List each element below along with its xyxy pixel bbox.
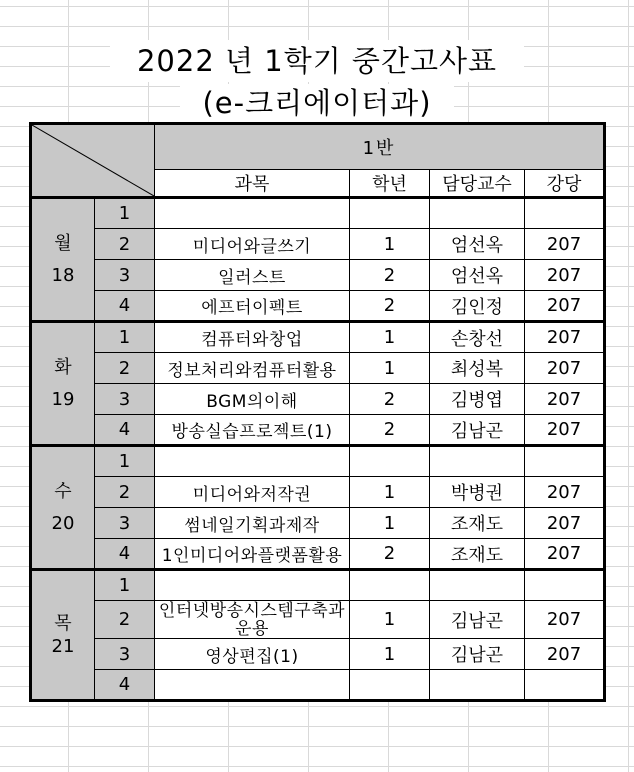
table-row — [31, 260, 605, 291]
day-date: 19 — [51, 388, 75, 410]
table-row — [31, 508, 605, 539]
room-cell: 207 — [525, 639, 605, 670]
year-cell: 1 — [350, 508, 430, 539]
header-subject: 과목 — [155, 170, 350, 198]
professor-cell — [430, 446, 525, 477]
professor-cell: 최성복 — [430, 353, 525, 384]
period-cell: 3 — [95, 508, 155, 539]
day-date: 20 — [51, 512, 75, 534]
room-cell: 207 — [525, 322, 605, 353]
period-cell: 3 — [95, 260, 155, 291]
subject-cell: 썸네일기획과제작 — [155, 508, 350, 539]
table-row — [31, 322, 605, 353]
professor-cell — [430, 670, 525, 701]
room-cell: 207 — [525, 508, 605, 539]
year-cell: 2 — [350, 384, 430, 415]
table-row — [31, 570, 605, 601]
room-cell — [525, 446, 605, 477]
table-row — [31, 415, 605, 446]
professor-cell: 김남곤 — [430, 601, 525, 639]
professor-cell: 조재도 — [430, 508, 525, 539]
subject-cell: 미디어와저작권 — [155, 477, 350, 508]
day-date: 18 — [51, 264, 75, 286]
year-cell: 2 — [350, 415, 430, 446]
professor-cell: 박병권 — [430, 477, 525, 508]
page-subtitle: (e-크리에이터과) — [180, 84, 454, 122]
year-cell: 2 — [350, 291, 430, 322]
table-row — [31, 291, 605, 322]
period-cell: 3 — [95, 639, 155, 670]
room-cell: 207 — [525, 601, 605, 639]
subject-cell: 방송실습프로젝트(1) — [155, 415, 350, 446]
diagonal-line — [32, 125, 154, 196]
room-cell — [525, 198, 605, 229]
subject-cell: 에프터이펙트 — [155, 291, 350, 322]
day-cell — [31, 322, 95, 446]
corner-diagonal-cell — [31, 124, 155, 198]
period-cell: 1 — [95, 446, 155, 477]
class-label: 1반 — [155, 124, 605, 170]
subject-cell: BGM의이해 — [155, 384, 350, 415]
subject-cell: 영상편집(1) — [155, 639, 350, 670]
professor-cell: 조재도 — [430, 539, 525, 570]
period-cell: 4 — [95, 415, 155, 446]
page-title: 2022 년 1학기 중간고사표 — [110, 40, 524, 82]
period-cell: 1 — [95, 198, 155, 229]
table-row — [31, 446, 605, 477]
year-cell — [350, 198, 430, 229]
period-cell: 2 — [95, 229, 155, 260]
subject-cell: 인터넷방송시스템구축과운용 — [155, 601, 350, 639]
period-cell: 4 — [95, 291, 155, 322]
header-year: 학년 — [350, 170, 430, 198]
professor-cell: 손창선 — [430, 322, 525, 353]
professor-cell: 엄선옥 — [430, 260, 525, 291]
table-row — [31, 539, 605, 570]
year-cell — [350, 446, 430, 477]
year-cell: 1 — [350, 229, 430, 260]
year-cell: 1 — [350, 322, 430, 353]
year-cell: 1 — [350, 477, 430, 508]
period-cell: 2 — [95, 477, 155, 508]
year-cell: 1 — [350, 601, 430, 639]
room-cell: 207 — [525, 415, 605, 446]
header-professor: 담당교수 — [430, 170, 525, 198]
professor-cell: 김남곤 — [430, 639, 525, 670]
table-row — [31, 384, 605, 415]
year-cell: 2 — [350, 539, 430, 570]
table-row — [31, 601, 605, 639]
room-cell: 207 — [525, 539, 605, 570]
year-cell: 2 — [350, 260, 430, 291]
year-cell — [350, 670, 430, 701]
subject-cell: 미디어와글쓰기 — [155, 229, 350, 260]
room-cell — [525, 670, 605, 701]
subject-cell — [155, 198, 350, 229]
subject-cell — [155, 670, 350, 701]
period-cell: 2 — [95, 601, 155, 639]
subject-cell: 일러스트 — [155, 260, 350, 291]
professor-cell: 김남곤 — [430, 415, 525, 446]
period-cell: 4 — [95, 670, 155, 701]
professor-cell: 김병엽 — [430, 384, 525, 415]
day-cell — [31, 570, 95, 701]
subject-cell — [155, 446, 350, 477]
room-cell: 207 — [525, 477, 605, 508]
year-cell: 1 — [350, 639, 430, 670]
day-name: 목 — [54, 612, 72, 634]
table-row — [31, 353, 605, 384]
subject-cell: 1인미디어와플랫폼활용 — [155, 539, 350, 570]
professor-cell — [430, 570, 525, 601]
year-cell — [350, 570, 430, 601]
year-cell: 1 — [350, 353, 430, 384]
period-cell: 4 — [95, 539, 155, 570]
professor-cell: 엄선옥 — [430, 229, 525, 260]
room-cell — [525, 570, 605, 601]
day-name: 화 — [54, 357, 72, 378]
period-cell: 1 — [95, 570, 155, 601]
period-cell: 3 — [95, 384, 155, 415]
professor-cell — [430, 198, 525, 229]
period-cell: 1 — [95, 322, 155, 353]
table-row — [31, 229, 605, 260]
subject-cell — [155, 570, 350, 601]
day-name: 수 — [54, 481, 72, 502]
period-cell: 2 — [95, 353, 155, 384]
room-cell: 207 — [525, 229, 605, 260]
room-cell: 207 — [525, 384, 605, 415]
room-cell: 207 — [525, 353, 605, 384]
exam-schedule-table — [29, 122, 606, 702]
table-row — [31, 477, 605, 508]
day-cell — [31, 446, 95, 570]
header-room: 강당 — [525, 170, 605, 198]
professor-cell: 김인정 — [430, 291, 525, 322]
day-date: 21 — [51, 636, 75, 657]
subject-cell: 컴퓨터와창업 — [155, 322, 350, 353]
day-cell — [31, 198, 95, 322]
room-cell: 207 — [525, 291, 605, 322]
day-name: 월 — [54, 233, 72, 254]
table-row — [31, 198, 605, 229]
table-row — [31, 670, 605, 701]
subject-cell: 정보처리와컴퓨터활용 — [155, 353, 350, 384]
room-cell: 207 — [525, 260, 605, 291]
table-row — [31, 639, 605, 670]
